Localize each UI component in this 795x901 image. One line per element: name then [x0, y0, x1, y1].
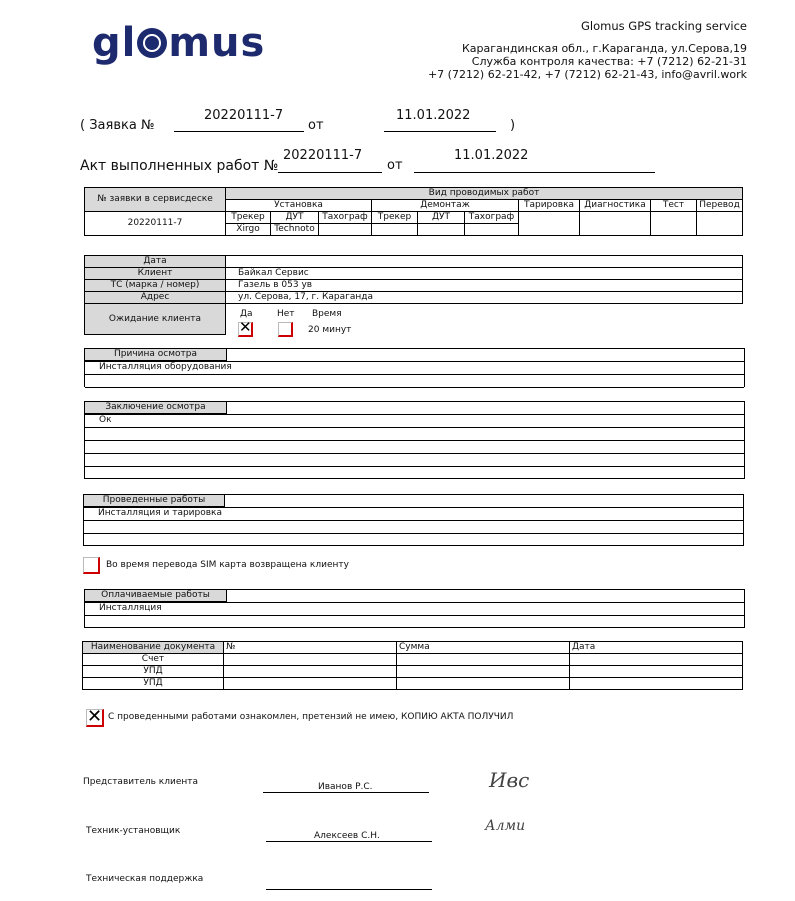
tech-sign-line: [266, 841, 432, 842]
reason-row-head: [85, 349, 744, 362]
done-title: Проведенные работы: [84, 495, 225, 507]
done-box: [83, 494, 744, 546]
request-from: от: [308, 118, 324, 133]
request-date-line: [384, 131, 496, 132]
client-value: Байкал Сервис: [226, 268, 743, 280]
sim-note: Во время перевода SIM карта возвращена клиенту: [106, 560, 349, 570]
install-header: Установка: [226, 200, 372, 212]
client-rep-name: Иванов Р.С.: [318, 782, 373, 792]
paid-title: Оплачиваемые работы: [85, 590, 227, 602]
wait-time-label: Время: [312, 309, 342, 319]
request-close: ): [510, 118, 516, 133]
diagnostics-header: Диагностика: [580, 200, 651, 212]
calibration-cell: [519, 212, 580, 236]
conclusion-row-head: [85, 402, 744, 415]
diagnostics-cell: [580, 212, 651, 236]
client-label: Клиент: [85, 268, 226, 280]
company-address: Карагандинская обл., г.Караганда, ул.Серова,19: [461, 42, 747, 55]
works-table: [84, 187, 743, 236]
doc-date-header: Дата: [570, 642, 743, 654]
support-label: Техническая поддержка: [86, 874, 204, 884]
done-row-empty: [84, 534, 743, 546]
request-number: 20220111-7: [204, 108, 284, 123]
conclusion-text: Ок: [85, 415, 744, 428]
dismantle-tacho: Тахограф: [465, 212, 519, 224]
dismantle-fuel-value: [418, 224, 465, 236]
technician-name: Алексеев С.Н.: [314, 831, 380, 841]
doc-name: Счет: [83, 654, 224, 666]
req-header: № заявки в сервисдеске: [85, 188, 226, 212]
doc-name: УПД: [83, 666, 224, 678]
dismantle-tacho-value: [465, 224, 519, 236]
req-value: 20220111-7: [85, 212, 226, 236]
tracker-value: Xirgo: [226, 224, 271, 236]
documents-table: [82, 641, 743, 690]
reason-title: Причина осмотра: [85, 349, 227, 361]
agree-checkbox[interactable]: [86, 706, 104, 727]
install-tracker: Трекер: [226, 212, 271, 224]
doc-name: УПД: [83, 678, 224, 690]
cross-mark-icon: ✕: [239, 318, 252, 336]
dismantle-tracker: Трекер: [372, 212, 418, 224]
wait-cell: [226, 304, 743, 335]
transfer-cell: [697, 212, 743, 236]
wait-no-checkbox[interactable]: [278, 322, 293, 337]
act-date: 11.01.2022: [454, 148, 529, 163]
date-value: [226, 256, 743, 268]
conclusion-row-empty: [85, 428, 744, 441]
paid-row-empty: [85, 616, 744, 628]
install-fuel: ДУТ: [271, 212, 319, 224]
date-label: Дата: [85, 256, 226, 268]
done-text: Инсталляция и тарировка: [84, 508, 743, 521]
service-name: Glomus GPS tracking service: [581, 19, 747, 33]
conclusion-row-empty: [85, 467, 744, 479]
act-number-line: [278, 172, 382, 173]
reason-text: Инсталляция оборудования: [85, 362, 744, 375]
doc-num-header: №: [224, 642, 397, 654]
tacho-value: [319, 224, 372, 236]
contacts: +7 (7212) 62-21-42, +7 (7212) 62-21-43, info@avril.work: [427, 68, 747, 81]
wait-time-value: 20 минут: [308, 325, 352, 335]
technician-label: Техник-установщик: [86, 826, 181, 836]
sim-returned-checkbox[interactable]: [83, 557, 100, 574]
table-row: [83, 666, 743, 678]
transfer-header: Перевод: [697, 200, 743, 212]
request-date: 11.01.2022: [396, 108, 471, 123]
done-row-empty: [84, 521, 743, 534]
yarn-ball-icon: [137, 28, 167, 58]
fuel-value: Technoto: [271, 224, 319, 236]
test-header: Тест: [651, 200, 697, 212]
doc-sum-header: Сумма: [397, 642, 570, 654]
support-sign-line: [266, 889, 432, 890]
dismantle-tracker-value: [372, 224, 418, 236]
paid-text: Инсталляция: [85, 603, 744, 616]
vehicle-label: ТС (марка / номер): [85, 280, 226, 292]
client-signature: Ивс: [489, 768, 530, 792]
paid-row-head: [85, 590, 744, 603]
table-row: [83, 678, 743, 690]
test-cell: [651, 212, 697, 236]
table-row: [83, 654, 743, 666]
act-from: от: [387, 158, 403, 173]
vehicle-value: Газель в 053 ув: [226, 280, 743, 292]
doc-name-header: Наименование документа: [83, 642, 224, 654]
request-number-line: [174, 131, 304, 132]
request-label: ( Заявка №: [80, 118, 155, 133]
glomus-logo: gl mus: [92, 20, 266, 66]
client-rep-label: Представитель клиента: [83, 777, 199, 787]
dismantle-header: Демонтаж: [372, 200, 519, 212]
client-table: [84, 255, 743, 335]
wait-yes-label: Да: [240, 309, 253, 319]
wait-no-label: Нет: [277, 309, 295, 319]
address-value: ул. Серова, 17, г. Караганда: [226, 292, 743, 304]
calibration-header: Тарировка: [519, 200, 580, 212]
conclusion-row-empty: [85, 441, 744, 454]
address-label: Адрес: [85, 292, 226, 304]
client-sign-line: [263, 792, 429, 793]
act-label: Акт выполненных работ №: [80, 158, 279, 174]
technician-signature: Алми: [485, 818, 526, 834]
wait-yes-checkbox[interactable]: [238, 318, 253, 337]
install-tacho: Тахограф: [319, 212, 372, 224]
dismantle-fuel: ДУТ: [418, 212, 465, 224]
act-number: 20220111-7: [283, 148, 363, 163]
act-date-line: [414, 172, 655, 173]
cross-mark-icon: ✕: [87, 706, 103, 727]
quality-phone: Служба контроля качества: +7 (7212) 62-21-31: [471, 55, 747, 68]
agree-text: С проведенными работами ознакомлен, претензий не имею, КОПИЮ АКТА ПОЛУЧИЛ: [108, 712, 514, 722]
kind-header: Вид проводимых работ: [226, 188, 743, 200]
conclusion-box: [84, 401, 745, 479]
conclusion-row-empty: [85, 454, 744, 467]
paid-box: [84, 589, 745, 628]
done-row-head: [84, 495, 743, 508]
reason-box: [84, 348, 745, 387]
wait-label: Ожидание клиента: [85, 304, 226, 335]
conclusion-title: Заключение осмотра: [85, 402, 227, 414]
reason-row-empty: [85, 375, 744, 388]
